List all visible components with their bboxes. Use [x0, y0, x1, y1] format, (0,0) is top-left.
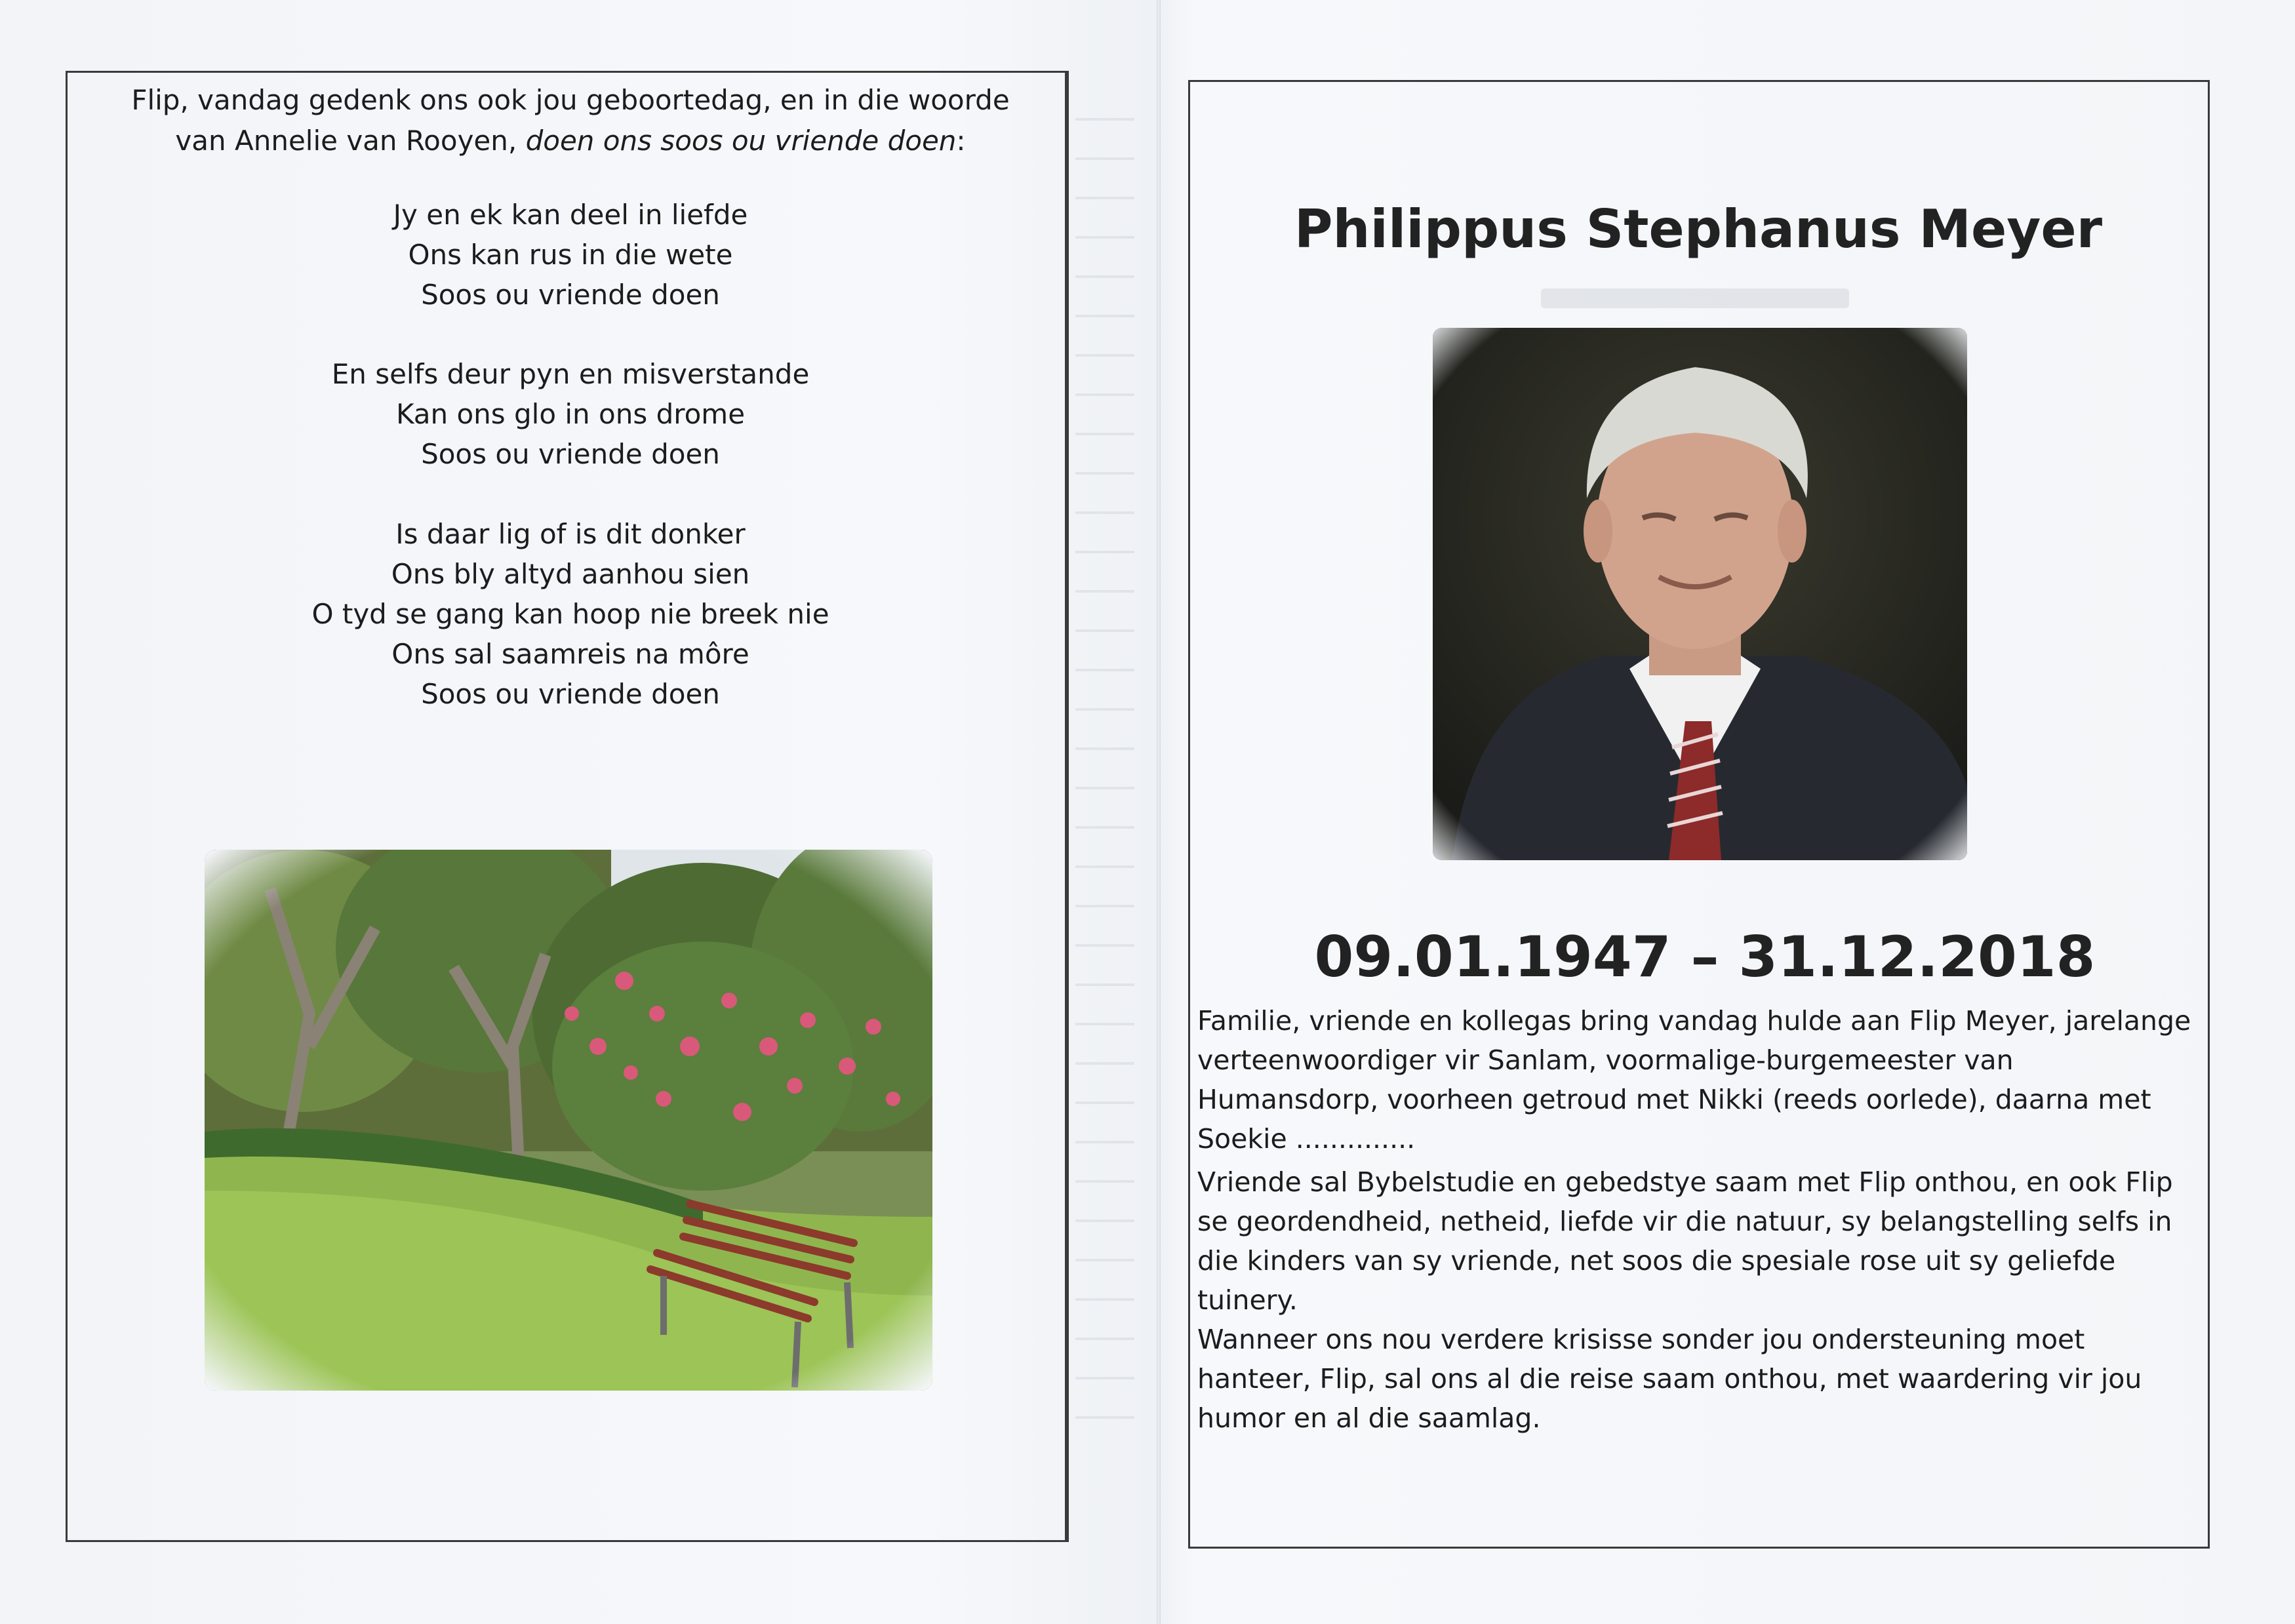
intro-text — [79, 80, 1062, 161]
tribute-paragraph-3: Wanneer ons nou verdere krisisse sonder jou ondersteuning moet hanteer, Flip, sal ons al die reise saam onthou, met waardering vir jou humor en al die saamlag. — [1197, 1324, 2142, 1434]
deceased-name: Philippus Stephanus Meyer — [1294, 199, 2103, 260]
tribute-paragraph-2: Vriende sal Bybelstudie en gebedstye saam met Flip onthou, en ook Flip se geordendheid, netheid, liefde vir die natuur, sy belangstelling selfs in die kinders van sy vriende, net soos die spesiale rose uit sy geliefde tuinery. — [1197, 1166, 2173, 1316]
poem-line: Soos ou vriende doen — [421, 438, 720, 470]
intro-line-2-plain: van Annelie van Rooyen, — [175, 125, 526, 157]
poem-line: Soos ou vriende doen — [421, 279, 720, 311]
poem-line: Jy en ek kan deel in liefde — [393, 199, 748, 231]
poem-line: Ons kan rus in die wete — [408, 239, 733, 271]
intro-line-1: Flip, vandag gedenk ons ook jou geboortedag, en in die woorde — [131, 84, 1010, 116]
garden-bench-photo — [205, 850, 932, 1391]
life-dates: 09.01.1947 – 31.12.2018 — [1314, 924, 2096, 990]
poem-line: En selfs deur pyn en misverstande — [331, 358, 810, 390]
poem-line: Kan ons glo in ons drome — [395, 398, 746, 430]
poem-line: Soos ou vriende doen — [421, 678, 720, 710]
poem-stanza-1 — [197, 195, 944, 315]
poem-line: Ons bly altyd aanhou sien — [391, 558, 750, 590]
intro-line-2-italic: doen ons soos ou vriende doen — [525, 125, 957, 157]
left-panel-divider — [1067, 71, 1069, 1542]
poem-line: O tyd se gang kan hoop nie breek nie — [311, 598, 829, 630]
poem-stanza-3 — [197, 514, 944, 714]
intro-line-2-end: : — [956, 125, 966, 157]
show-through-lines — [1075, 92, 1134, 1436]
poem-line: Ons sal saamreis na môre — [391, 638, 749, 670]
portrait-photo — [1433, 328, 1967, 860]
intro-line-2 — [79, 121, 1062, 161]
center-fold — [1157, 0, 1161, 1624]
poem-line: Is daar lig of is dit donker — [395, 518, 746, 550]
tribute-paragraph-1: Familie, vriende en kollegas bring vandag hulde aan Flip Meyer, jarelange verteenwoordiger vir Sanlam, voormalige-burgemeester van Humansdorp, voorheen getroud met Nikki (reeds oorlede), daarna met Soekie .............. — [1197, 1005, 2191, 1155]
poem-stanza-2 — [197, 354, 944, 474]
